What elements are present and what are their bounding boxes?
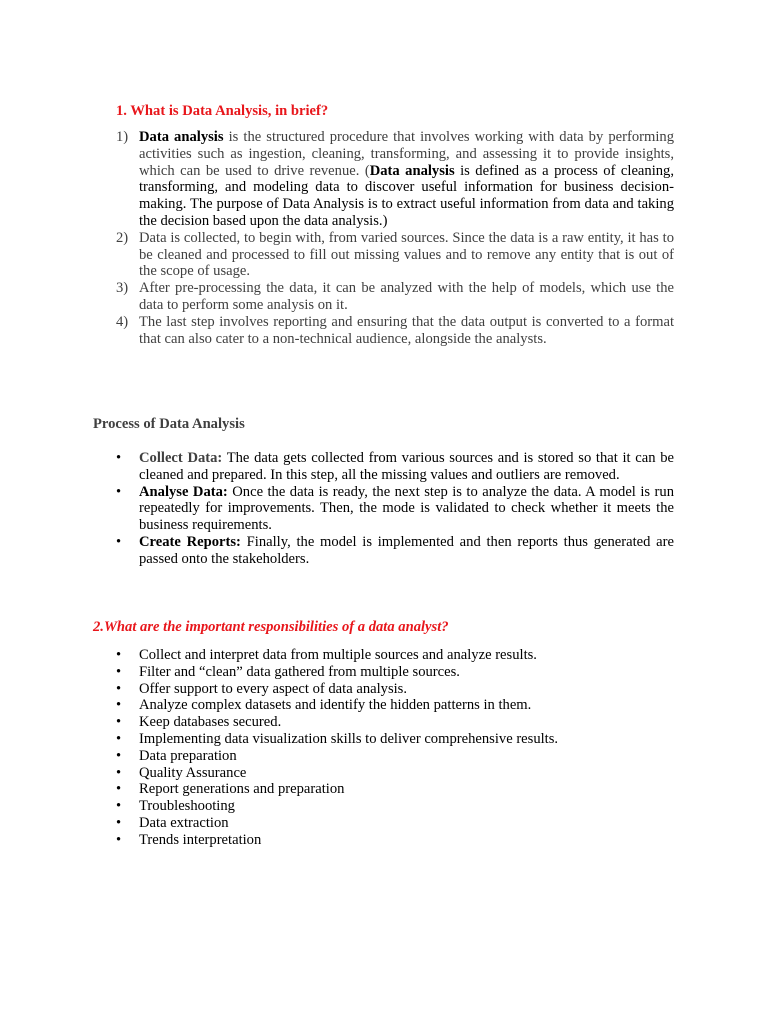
list-item [116,748,674,765]
bullet-icon [116,765,121,782]
list-item [116,280,674,314]
list-item [116,484,674,534]
bullet-text: Report generations and preparation [139,781,345,798]
process-bullet-list [116,450,674,568]
bullet-icon [116,798,121,815]
list-item [116,798,674,815]
bullet-text: Finally, the model is implemented and then reports thus generated are passed onto the stakeholders. [139,533,674,567]
bullet-lead: Analyse Data: [139,483,228,500]
numbered-list-data-analysis [116,129,674,347]
bullet-icon [116,781,121,798]
bullet-text: Offer support to every aspect of data analysis. [139,680,408,697]
bullet-icon [116,748,121,765]
list-item [116,765,674,782]
list-item [116,815,674,832]
list-item [116,681,674,698]
bullet-text: Data extraction [139,814,229,831]
list-item [116,314,674,348]
list-item [116,731,674,748]
list-text: is the structured procedure that involves working with data by performing activities such as ingestion, cleaning, transforming, and assessing it to provide insights, which can be used to drive revenue. ( [139,129,674,179]
list-text: After pre-processing the data, it can be analyzed with the help of models, which use the data to perform some analysis on it. [139,280,674,313]
bullet-icon [116,484,121,501]
bullet-icon [116,815,121,832]
bullet-text: Troubleshooting [139,798,235,815]
bullet-icon [116,664,121,681]
bullet-text: Implementing data visualization skills to deliver comprehensive results. [139,730,559,747]
responsibilities-bullet-list [116,647,674,849]
question-1-heading: 1. What is Data Analysis, in brief? [116,103,329,119]
list-text: is defined as a process of cleaning, transforming, and modeling data to discover useful information for business decision-making. The purpose of Data Analysis is to extract useful information from data and taking the decision based upon the data analysis.) [139,162,674,229]
bold-term: Data analysis [139,129,224,145]
bullet-icon [116,450,121,467]
list-number: 1) [116,129,129,145]
list-item [116,647,674,664]
bullet-icon [116,681,121,698]
bullet-icon [116,534,121,551]
list-item [116,450,674,484]
bullet-text: Quality Assurance [139,764,247,781]
bullet-text: Keep databases secured. [139,714,282,731]
list-text: The last step involves reporting and ensuring that the data output is converted to a format that can also cater to a non-technical audience, alongside the analysts. [139,313,674,347]
bullet-text: Collect and interpret data from multiple sources and analyze results. [139,647,537,663]
bullet-lead: Collect Data: [139,450,223,466]
question-2-heading: 2.What are the important responsibilities of a data analyst? [93,619,449,635]
list-item [116,781,674,798]
bullet-icon [116,714,121,731]
bullet-text: Once the data is ready, the next step is to analyze the data. A model is run repeatedly for improvements. Then, the mode is validated to check whether it meets the business requirements. [139,483,674,534]
list-item [116,697,674,714]
list-item [116,230,674,280]
list-item [116,832,674,849]
bold-term: Data analysis [369,162,455,179]
list-item [116,534,674,568]
bullet-lead: Create Reports: [139,533,241,550]
bullet-icon [116,647,121,664]
list-item [116,664,674,681]
list-number: 3) [116,280,129,297]
list-text: Data is collected, to begin with, from varied sources. Since the data is a raw entity, it has to be cleaned and processed to fill out missing values and to remove any entity that is out of the scope of usage. [139,229,674,280]
bullet-text: Data preparation [139,747,237,764]
bullet-icon [116,697,121,714]
bullet-icon [116,731,121,748]
bullet-text: Trends interpretation [139,831,262,848]
list-item [116,129,674,230]
list-number: 2) [116,229,129,246]
process-heading: Process of Data Analysis [93,416,245,432]
bullet-text: Analyze complex datasets and identify the hidden patterns in them. [139,697,532,714]
list-number: 4) [116,313,129,330]
bullet-text: The data gets collected from various sources and is stored so that it can be cleaned and prepared. In this step, all the missing values and outliers are removed. [139,450,674,483]
bullet-icon [116,832,121,849]
bullet-text: Filter and “clean” data gathered from multiple sources. [139,663,460,680]
list-item [116,714,674,731]
